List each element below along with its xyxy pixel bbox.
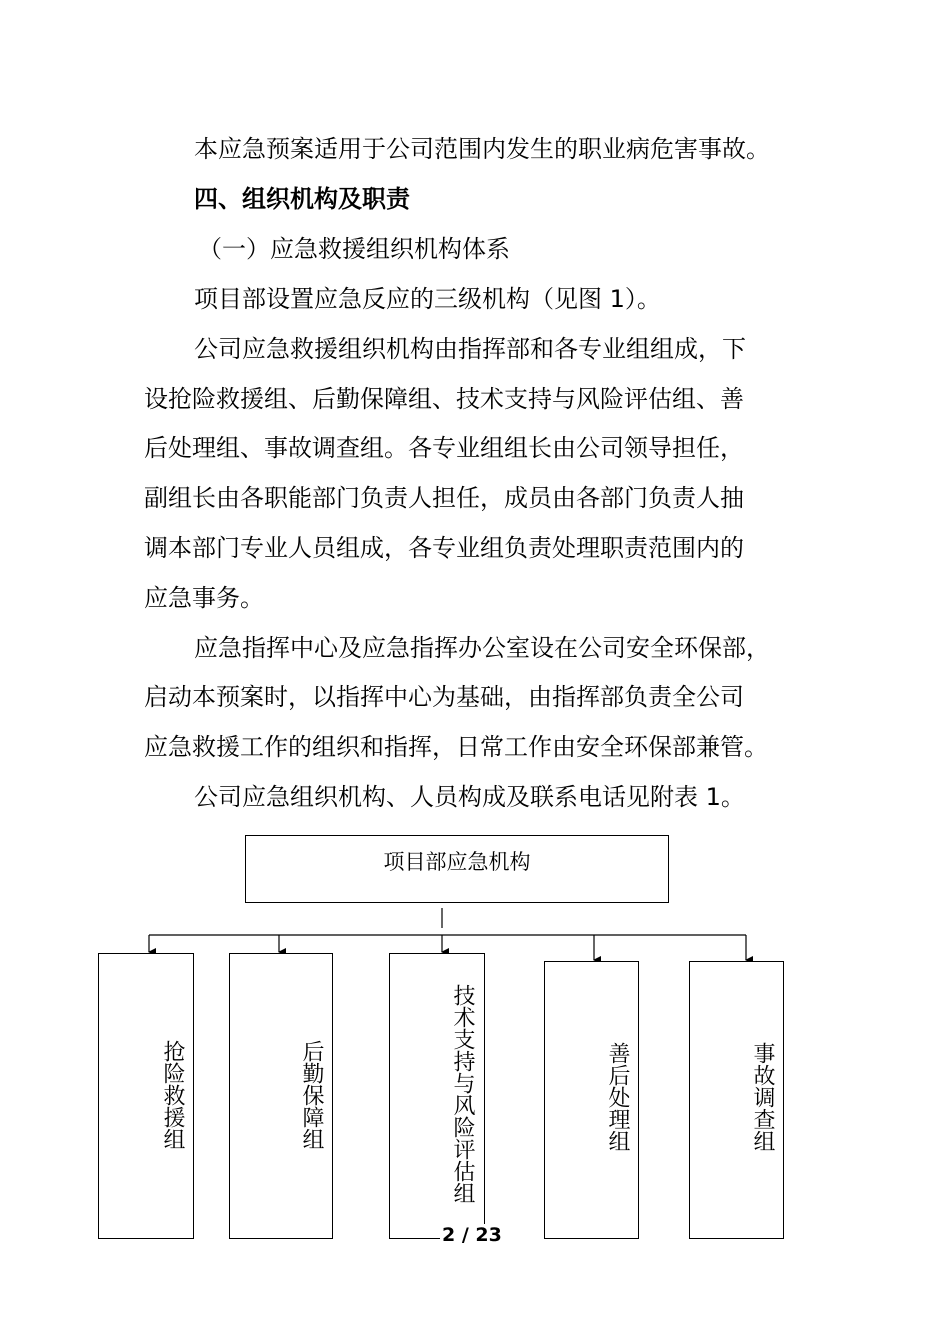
paragraph-three-level: 项目部设置应急反应的三级机构（见图 1）。 bbox=[194, 285, 661, 313]
org-group-box bbox=[689, 961, 784, 1239]
paragraph-org-line: 调本部门专业人员组成，各专业组负责处理职责范围内的 bbox=[144, 534, 744, 562]
org-group-label: 后勤保障组 bbox=[299, 1040, 324, 1150]
paragraph-org-line: 公司应急救援组织机构由指挥部和各专业组组成，下 bbox=[194, 335, 746, 363]
org-top-box bbox=[245, 835, 669, 903]
page-number: 2 / 23 bbox=[442, 1224, 502, 1246]
paragraph-org-line: 后处理组、事故调查组。各专业组组长由公司领导担任， bbox=[144, 434, 744, 462]
paragraph-command-line: 应急指挥中心及应急指挥办公室设在公司安全环保部， bbox=[194, 634, 770, 662]
paragraph-scope: 本应急预案适用于公司范围内发生的职业病危害事故。 bbox=[194, 135, 770, 163]
paragraph-org-line: 副组长由各职能部门负责人担任，成员由各部门负责人抽 bbox=[144, 484, 744, 512]
subsection-heading: （一）应急救援组织机构体系 bbox=[198, 235, 510, 263]
org-group-label: 技术支持与风险评估组 bbox=[450, 984, 475, 1204]
paragraph-appendix: 公司应急组织机构、人员构成及联系电话见附表 1。 bbox=[194, 783, 745, 811]
org-group-box bbox=[229, 953, 333, 1239]
paragraph-command-line: 应急救援工作的组织和指挥，日常工作由安全环保部兼管。 bbox=[144, 733, 768, 761]
paragraph-command-line: 启动本预案时，以指挥中心为基础，由指挥部负责全公司 bbox=[144, 683, 744, 711]
paragraph-org-line: 应急事务。 bbox=[144, 584, 264, 612]
org-top-label: 项目部应急机构 bbox=[383, 850, 531, 874]
org-group-label: 抢险救援组 bbox=[160, 1040, 185, 1150]
section-heading: 四、组织机构及职责 bbox=[194, 185, 410, 213]
org-group-box bbox=[98, 953, 194, 1239]
org-group-box bbox=[544, 961, 639, 1239]
org-group-label: 善后处理组 bbox=[605, 1042, 630, 1152]
org-group-label: 事故调查组 bbox=[750, 1042, 775, 1152]
org-group-box bbox=[389, 953, 485, 1239]
paragraph-org-line: 设抢险救援组、后勤保障组、技术支持与风险评估组、善 bbox=[144, 385, 744, 413]
